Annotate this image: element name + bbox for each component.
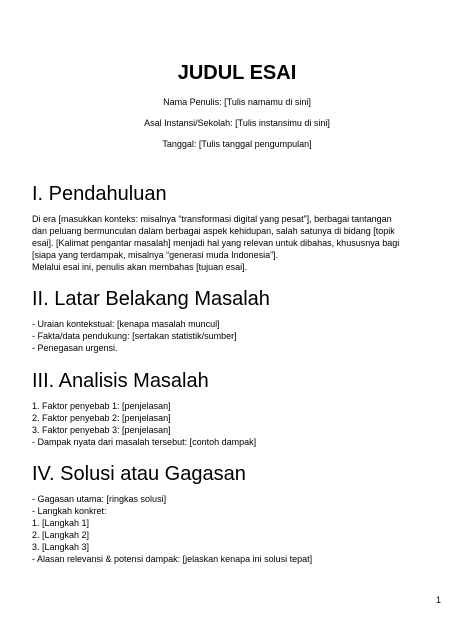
author-line: Nama Penulis: [Tulis namamu di sini] (163, 97, 311, 107)
list-item: 3. [Langkah 3] (32, 542, 90, 552)
date-line: Tanggal: [Tulis tanggal pengumpulan] (162, 139, 312, 149)
list-item: - Penegasan urgensi. (32, 343, 118, 353)
body-line: dan peluang bermunculan dalam berbagai aspek kehidupan, salah satunya di bidang [topik (32, 226, 395, 236)
list-item: 1. Faktor penyebab 1: [penjelasan] (32, 401, 171, 411)
section-heading-solusi: IV. Solusi atau Gagasan (32, 463, 246, 485)
section-heading-pendahuluan: I. Pendahuluan (32, 183, 167, 205)
list-item: - Uraian kontekstual: [kenapa masalah muncul] (32, 319, 220, 329)
list-item: 2. Faktor penyebab 2: [penjelasan] (32, 413, 171, 423)
body-line: esai]. [Kalimat pengantar masalah] menjadi hal yang relevan untuk dibahas, khususnya bagi (32, 238, 400, 248)
list-item: - Dampak nyata dari masalah tersebut: [contoh dampak] (32, 437, 257, 447)
list-item: - Langkah konkret: (32, 506, 107, 516)
list-item: 2. [Langkah 2] (32, 530, 90, 540)
section-body-latar-belakang (32, 318, 452, 354)
list-item: - Fakta/data pendukung: [sertakan statistik/sumber] (32, 331, 237, 341)
list-item: 3. Faktor penyebab 3: [penjelasan] (32, 425, 171, 435)
list-item: 1. [Langkah 1] (32, 518, 90, 528)
page-number: 1 (436, 595, 442, 605)
list-item: - Alasan relevansi & potensi dampak: [jelaskan kenapa ini solusi tepat] (32, 554, 313, 564)
list-item: - Gagasan utama: [ringkas solusi] (32, 494, 167, 504)
body-line: Di era [masukkan konteks: misalnya “transformasi digital yang pesat”], berbagai tantangan (32, 214, 392, 224)
section-body-pendahuluan (32, 213, 452, 273)
body-line: Melalui esai ini, penulis akan membahas [tujuan esai]. (32, 262, 248, 272)
section-body-analisis (32, 400, 452, 448)
section-body-solusi (32, 493, 452, 565)
section-heading-latar-belakang: II. Latar Belakang Masalah (32, 288, 270, 310)
body-line: [siapa yang terdampak, misalnya “generasi muda Indonesia”]. (32, 250, 279, 260)
institution-line: Asal Instansi/Sekolah: [Tulis instansimu di sini] (144, 118, 330, 128)
section-heading-analisis: III. Analisis Masalah (32, 370, 209, 392)
document-title: JUDUL ESAI (177, 62, 297, 84)
